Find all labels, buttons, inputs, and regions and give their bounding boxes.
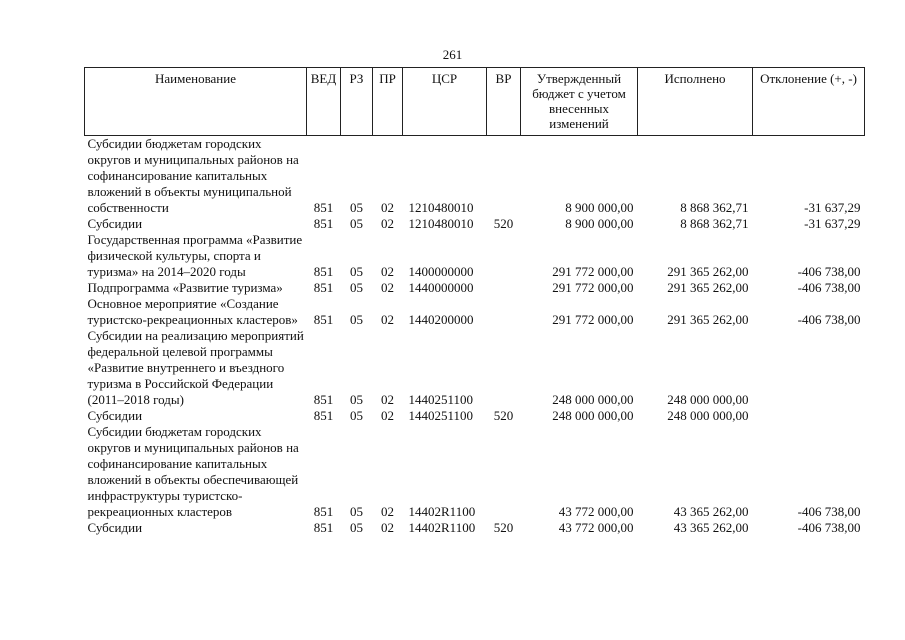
cell-ved: 851 — [313, 216, 334, 231]
header-executed: Исполнено — [638, 68, 753, 136]
cell-pr: 02 — [381, 312, 394, 327]
cell-vr — [487, 280, 521, 296]
table-row — [85, 296, 865, 328]
cell-rz: 05 — [350, 264, 363, 279]
cell-approved: 43 772 000,00 — [558, 504, 634, 519]
header-approved: Утвержденный бюджет с учетом внесенных изменений — [521, 68, 638, 136]
cell-rz: 05 — [350, 520, 363, 535]
cell-deviation: -406 738,00 — [797, 312, 861, 327]
cell-name: Субсидии на реализацию мероприятий федеральной целевой программы «Развитие внутреннего и въездного туризма в Российской Федерации (2011–2018 годы) — [87, 328, 304, 407]
cell-executed: 248 000 000,00 — [667, 392, 749, 407]
budget-table — [84, 67, 865, 536]
cell-pr: 02 — [381, 504, 394, 519]
table-row — [85, 232, 865, 280]
cell-rz: 05 — [350, 280, 363, 295]
cell-name: Субсидии — [87, 408, 143, 423]
cell-deviation — [753, 328, 865, 408]
cell-deviation: -31 637,29 — [804, 216, 861, 231]
cell-pr: 02 — [381, 408, 394, 423]
table-row — [85, 136, 865, 217]
cell-executed: 291 365 262,00 — [667, 280, 749, 295]
table-row — [85, 328, 865, 408]
cell-rz: 05 — [350, 216, 363, 231]
cell-approved: 291 772 000,00 — [552, 312, 634, 327]
cell-executed: 8 868 362,71 — [680, 216, 749, 231]
cell-vr — [487, 328, 521, 408]
cell-pr: 02 — [381, 280, 394, 295]
cell-executed: 291 365 262,00 — [667, 264, 749, 279]
cell-csr: 1400000000 — [408, 264, 474, 279]
cell-vr — [487, 232, 521, 280]
header-ved: ВЕД — [307, 68, 341, 136]
cell-name: Субсидии — [87, 216, 143, 231]
table-row — [85, 280, 865, 296]
cell-ved: 851 — [313, 280, 334, 295]
cell-executed: 43 365 262,00 — [673, 520, 749, 535]
cell-rz: 05 — [350, 312, 363, 327]
header-csr: ЦСР — [403, 68, 487, 136]
cell-vr — [487, 296, 521, 328]
table-row — [85, 408, 865, 424]
cell-vr: 520 — [493, 216, 514, 231]
header-rz: РЗ — [341, 68, 373, 136]
cell-csr: 14402R1100 — [408, 520, 476, 535]
cell-ved: 851 — [313, 520, 334, 535]
cell-approved: 291 772 000,00 — [552, 280, 634, 295]
cell-executed: 43 365 262,00 — [673, 504, 749, 519]
cell-deviation: -406 738,00 — [797, 504, 861, 519]
cell-approved: 291 772 000,00 — [552, 264, 634, 279]
cell-csr: 14402R1100 — [408, 504, 476, 519]
cell-vr — [487, 136, 521, 217]
table-body — [85, 136, 865, 537]
cell-pr: 02 — [381, 200, 394, 215]
cell-ved: 851 — [313, 408, 334, 423]
cell-approved: 43 772 000,00 — [558, 520, 634, 535]
cell-name: Основное мероприятие «Создание туристско-рекреационных кластеров» — [87, 296, 298, 327]
cell-ved: 851 — [313, 504, 334, 519]
cell-csr: 1210480010 — [408, 216, 474, 231]
cell-rz: 05 — [350, 408, 363, 423]
cell-vr: 520 — [493, 408, 514, 423]
cell-pr: 02 — [381, 520, 394, 535]
cell-csr: 1210480010 — [408, 200, 474, 215]
cell-pr: 02 — [381, 392, 394, 407]
cell-ved: 851 — [313, 264, 334, 279]
header-deviation: Отклонение (+, -) — [753, 68, 865, 136]
cell-deviation: -406 738,00 — [797, 520, 861, 535]
cell-name: Субсидии бюджетам городских округов и муниципальных районов на софинансирование капитальных вложений в объекты обеспечивающей инфраструктуры туристско-рекреационных кластеров — [87, 424, 299, 519]
cell-rz: 05 — [350, 392, 363, 407]
cell-approved: 8 900 000,00 — [565, 216, 634, 231]
cell-deviation: -406 738,00 — [797, 280, 861, 295]
table-row — [85, 520, 865, 536]
cell-csr: 1440251100 — [408, 392, 474, 407]
table-row — [85, 424, 865, 520]
header-pr: ПР — [373, 68, 403, 136]
cell-name: Субсидии — [87, 520, 143, 535]
cell-vr: 520 — [493, 520, 514, 535]
cell-ved: 851 — [313, 392, 334, 407]
cell-approved: 248 000 000,00 — [552, 408, 634, 423]
cell-approved: 8 900 000,00 — [565, 200, 634, 215]
cell-pr: 02 — [381, 216, 394, 231]
cell-pr: 02 — [381, 264, 394, 279]
cell-executed: 8 868 362,71 — [680, 200, 749, 215]
cell-name: Государственная программа «Развитие физической культуры, спорта и туризма» на 2014–2020 годы — [87, 232, 303, 279]
cell-deviation: -406 738,00 — [797, 264, 861, 279]
cell-approved: 248 000 000,00 — [552, 392, 634, 407]
cell-vr — [487, 424, 521, 520]
cell-executed: 291 365 262,00 — [667, 312, 749, 327]
cell-rz: 05 — [350, 504, 363, 519]
cell-csr: 1440251100 — [408, 408, 474, 423]
cell-csr: 1440000000 — [408, 280, 474, 295]
page-number: 261 — [442, 47, 463, 62]
cell-name: Субсидии бюджетам городских округов и муниципальных районов на софинансирование капитальных вложений в объекты муниципальной собственности — [87, 136, 299, 215]
cell-name: Подпрограмма «Развитие туризма» — [87, 280, 283, 295]
cell-rz: 05 — [350, 200, 363, 215]
cell-deviation: -31 637,29 — [804, 200, 861, 215]
cell-ved: 851 — [313, 312, 334, 327]
cell-executed: 248 000 000,00 — [667, 408, 749, 423]
cell-csr: 1440200000 — [408, 312, 474, 327]
cell-ved: 851 — [313, 200, 334, 215]
cell-deviation — [753, 408, 865, 424]
header-vr: ВР — [487, 68, 521, 136]
table-row — [85, 216, 865, 232]
header-name: Наименование — [85, 68, 307, 136]
table-header-row — [85, 68, 865, 136]
